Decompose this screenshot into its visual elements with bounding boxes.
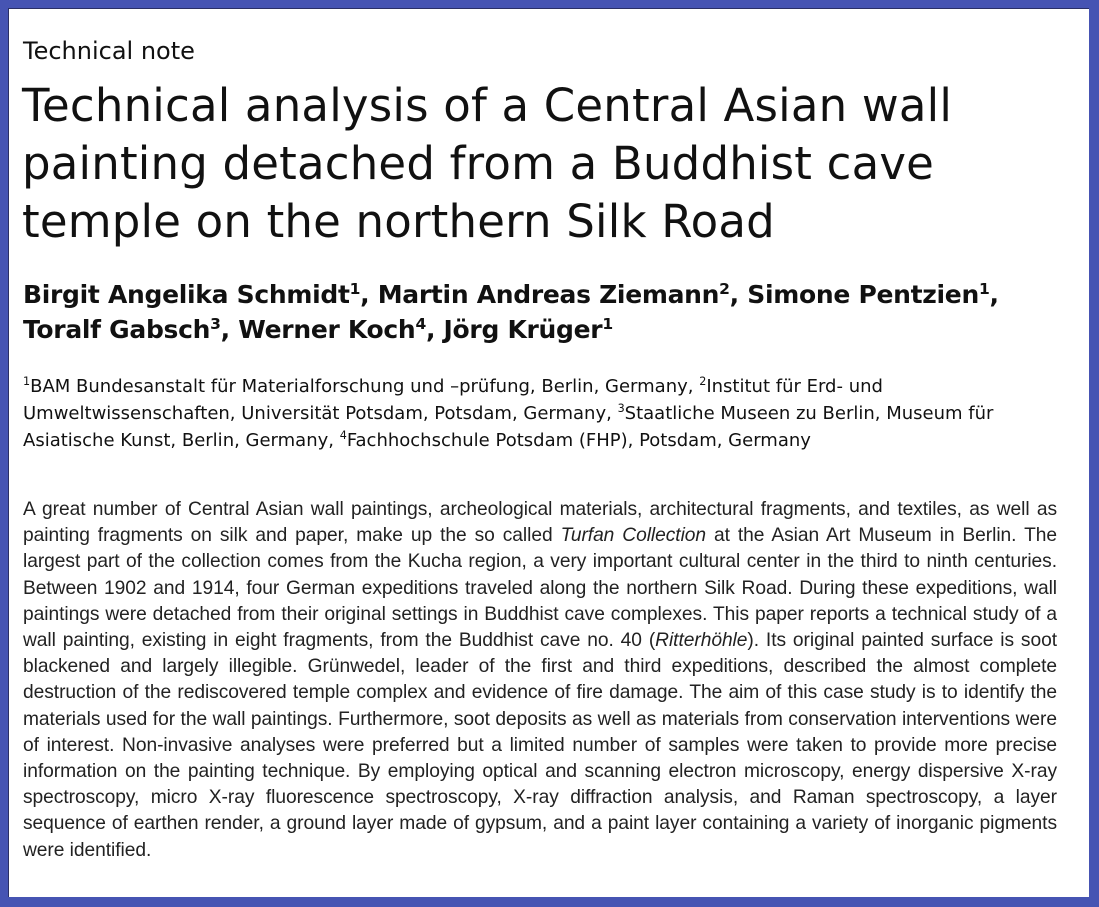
author (23, 280, 378, 309)
author-name: Toralf Gabsch (23, 315, 211, 344)
author-list (23, 277, 1063, 347)
affiliation-text: BAM Bundesanstalt für Materialforschung und –prüfung, Berlin, Germany, (30, 376, 700, 397)
author-affiliation-mark: 1 (602, 315, 613, 333)
author (23, 315, 238, 344)
author-separator: , (360, 280, 378, 309)
author-affiliation-mark: 4 (415, 315, 426, 333)
author-separator: , (989, 280, 999, 309)
author-name: Werner Koch (238, 315, 416, 344)
abstract-text: at the Asian Art Museum in Berlin. The largest part of the collection comes from the Kucha region, a very important cultural center in the third to ninth centuries. Between 1902 and 1914, four German expeditions traveled along the northern Silk Road. During these expeditions, wall paintings were detached from their original settings in Buddhist cave complexes. This paper reports a technical study of a wall painting, existing in eight fragments, from the Buddhist cave no. 40 ( (23, 525, 1057, 652)
author (444, 315, 613, 344)
author-affiliation-mark: 3 (210, 315, 221, 333)
author-separator: , (729, 280, 748, 309)
affiliation-number: 4 (339, 429, 347, 442)
abstract-italic-collection: Turfan Collection (560, 525, 707, 547)
author (378, 280, 748, 309)
paper-title: Technical analysis of a Central Asian wall painting detached from a Buddhist cave temple on the northern Silk Road (22, 79, 953, 248)
author (747, 280, 998, 309)
author-separator: , (425, 315, 444, 344)
affiliations (23, 373, 1083, 454)
author-name: Birgit Angelika Schmidt (23, 280, 350, 309)
author (238, 315, 443, 344)
affiliation-number: 3 (617, 402, 625, 415)
author-name: Jörg Krüger (443, 315, 603, 344)
affiliation-number: 2 (699, 375, 707, 388)
abstract-text: ). Its original painted surface is soot blackened and largely illegible. Grünwedel, leader of the first and third expeditions, described the almost complete destruction of the rediscovered temple complex and evidence of fire damage. The aim of this case study is to identify the materials used for the wall paintings. Furthermore, soot deposits as well as materials from conservation interventions were of interest. Non-invasive analyses were preferred but a limited number of samples were taken to provide more precise information on the painting technique. By employing optical and scanning electron microscopy, energy dispersive X-ray spectroscopy, micro X-ray fluorescence spectroscopy, X-ray diffraction analysis, and Raman spectroscopy, a layer sequence of earthen render, a ground layer made of gypsum, and a paint layer containing a variety of inorganic pigments were identified. (23, 630, 1057, 861)
author-separator: , (220, 315, 239, 344)
affiliation-text: Institut für Erd- und Umweltwissenschaften, Universität Potsdam, Potsdam, Germany, (23, 376, 883, 424)
affiliation-number: 1 (23, 375, 31, 388)
author-affiliation-mark: 2 (719, 280, 730, 298)
affiliation-text: Staatliche Museen zu Berlin, Museum für Asiatische Kunst, Berlin, Germany, (23, 403, 994, 451)
author-affiliation-mark: 1 (349, 280, 361, 298)
paper-page (8, 8, 1089, 897)
author-name: Martin Andreas Ziemann (377, 280, 720, 309)
author-affiliation-mark: 1 (978, 280, 990, 298)
author-name: Simone Pentzien (747, 280, 979, 309)
article-type: Technical note (23, 37, 195, 65)
abstract-text: A great number of Central Asian wall paintings, archeological materials, architectural fragments, and textiles, as well as painting fragments on silk and paper, make up the so called (23, 499, 1057, 547)
abstract (23, 497, 1057, 864)
abstract-italic-cave: Ritterhöhle (655, 630, 748, 652)
affiliation-text: Fachhochschule Potsdam (FHP), Potsdam, Germany (346, 430, 811, 451)
